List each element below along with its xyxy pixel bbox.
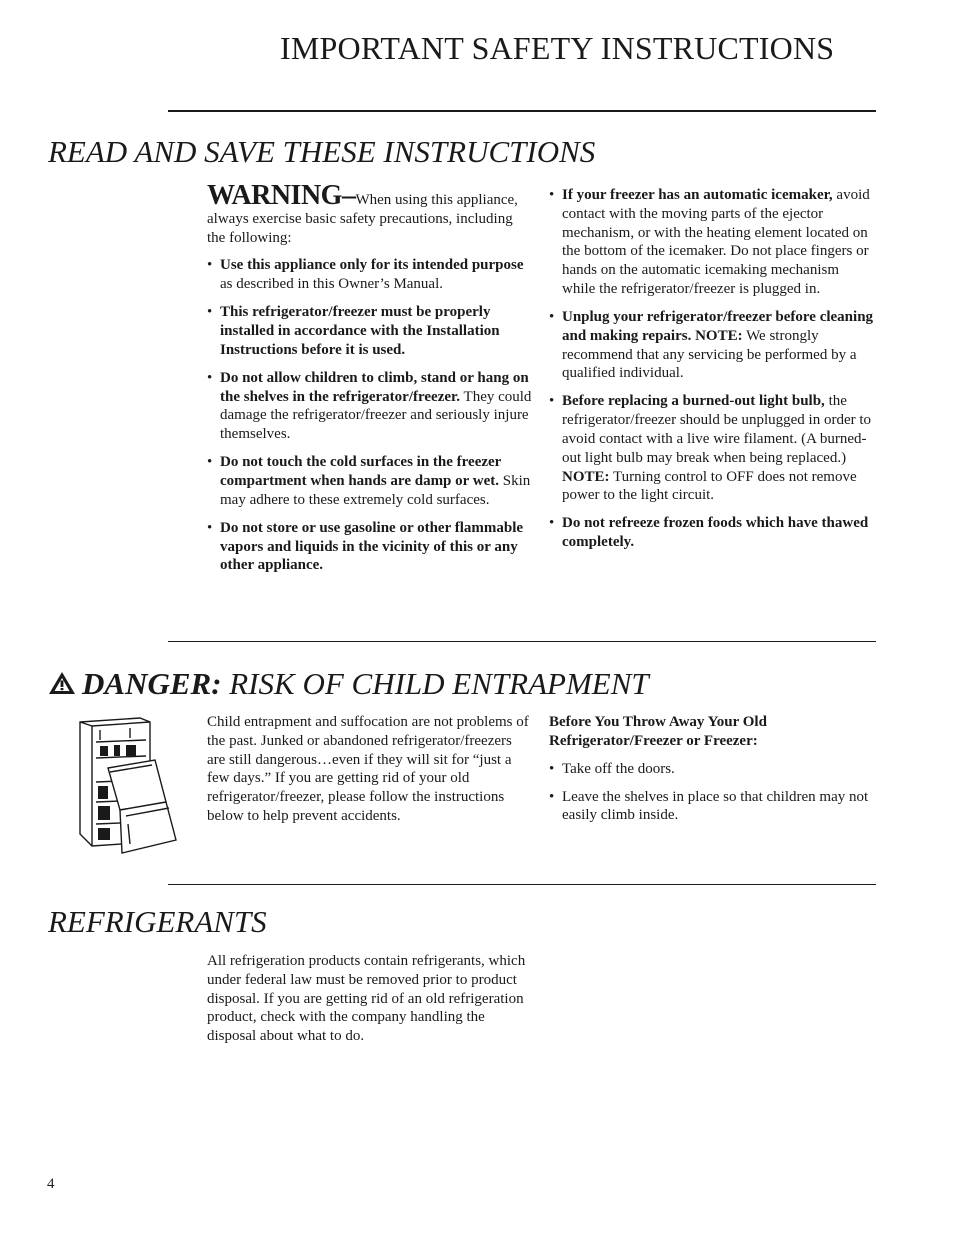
header-divider: [168, 110, 876, 112]
warning-intro-paragraph: [207, 180, 532, 247]
warning-bullet-list: [207, 256, 532, 575]
bullet-flammable: [207, 519, 532, 575]
page-number: 4: [47, 1176, 55, 1192]
list-item: • Take off the doors.: [549, 760, 874, 779]
bullet-cold-surfaces: [207, 453, 532, 509]
bullet-text: We strongly recommend that any servicing be performed by a qualified individual.: [562, 327, 857, 382]
danger-label: DANGER:: [82, 666, 222, 701]
warning-intro-text: When using this appliance, always exercise basic safety precautions, including the following:: [207, 192, 518, 246]
bullet-bold-text: Do not allow children to climb, stand or hang on the shelves in the refrigerator/freezer.: [220, 369, 529, 405]
bullet-icemaker: [549, 186, 874, 299]
bullet-bold-text: Do not refreeze frozen foods which have thawed completely.: [562, 515, 869, 551]
page-title: IMPORTANT SAFETY INSTRUCTIONS: [280, 30, 835, 66]
note-label: NOTE:: [562, 468, 610, 485]
open-refrigerator-illustration: [70, 712, 182, 854]
danger-body-column: [207, 713, 532, 826]
bullet-bold-text: Do not store or use gasoline or other flammable vapors and liquids in the vicinity of this or any other appliance.: [220, 519, 524, 574]
refrigerants-column: [207, 952, 532, 1046]
bullet-bold-text: Use this appliance only for its intended purpose: [220, 257, 524, 274]
bullet-text: as described in this Owner’s Manual.: [220, 276, 444, 293]
bullet-bold-text: This refrigerator/freezer must be properly installed in accordance with the Installation Instructions before it is used.: [220, 304, 500, 358]
danger-title: RISK OF CHILD ENTRAPMENT: [221, 666, 649, 701]
throw-away-column: [549, 713, 874, 825]
bullet-bold-text: Do not touch the cold surfaces in the freezer compartment when hands are damp or wet.: [220, 454, 502, 489]
bullet-children-climb: [207, 369, 532, 444]
bullet-refreeze: [549, 514, 874, 552]
section-divider: [168, 884, 876, 885]
bullet-text: Turning control to OFF does not remove power to the light circuit.: [562, 468, 857, 504]
throw-away-heading: Before You Throw Away Your Old Refrigerator/Freezer or Freezer:: [549, 714, 767, 749]
bullet-text: avoid contact with the moving parts of the ejector mechanism, or with the heating element located on the bottom of the icemaker. Do not place fingers or hands on the automatic icemaking mechanism while the refrigerator/freezer is plugged in.: [562, 187, 870, 297]
refrigerants-heading: REFRIGERANTS: [48, 904, 267, 939]
bullet-installation: [207, 303, 532, 359]
danger-body-text: Child entrapment and suffocation are not problems of the past. Junked or abandoned refrigerator/freezers are still dangerous…even if they will sit for “just a few days.” If you are getting rid of your old refrigerator/freezer, please follow the instructions below to help prevent accidents.: [207, 714, 529, 824]
bullet-light-bulb: [549, 392, 874, 505]
read-save-heading: READ AND SAVE THESE INSTRUCTIONS: [48, 134, 596, 169]
section-divider: [168, 641, 876, 642]
note-label: NOTE:: [691, 327, 743, 344]
bullet-unplug: [549, 308, 874, 383]
warning-column-right: [549, 186, 874, 552]
warning-bullet-list-right: [549, 186, 874, 552]
bullet-bold-text: Before replacing a burned-out light bulb,: [562, 393, 825, 410]
list-item: • Leave the shelves in place so that children may not easily climb inside.: [549, 788, 874, 826]
bullet-bold-text: Unplug your refrigerator/freezer before cleaning and making repairs.: [562, 308, 874, 344]
warning-label: WARNING–: [207, 180, 356, 211]
bullet-text: They could damage the refrigerator/freezer and seriously injure themselves.: [220, 388, 532, 443]
danger-heading: [48, 666, 649, 702]
bullet-intended-purpose: [207, 256, 532, 294]
warning-triangle-icon: [48, 670, 76, 696]
throw-away-list: [549, 760, 874, 826]
bullet-text: the refrigerator/freezer should be unplugged in order to avoid contact with a live wire filament. (A burned-out light bulb may break when being replaced.): [562, 393, 872, 466]
bullet-bold-text: If your freezer has an automatic icemaker,: [562, 187, 833, 203]
refrigerants-body-text: All refrigeration products contain refrigerants, which under federal law must be removed prior to product disposal. If you are getting rid of an old refrigeration product, check with the company handling the disposal about what to do.: [207, 953, 526, 1045]
warning-column: [207, 180, 532, 575]
bullet-text: Skin may adhere to these extremely cold surfaces.: [220, 472, 531, 508]
